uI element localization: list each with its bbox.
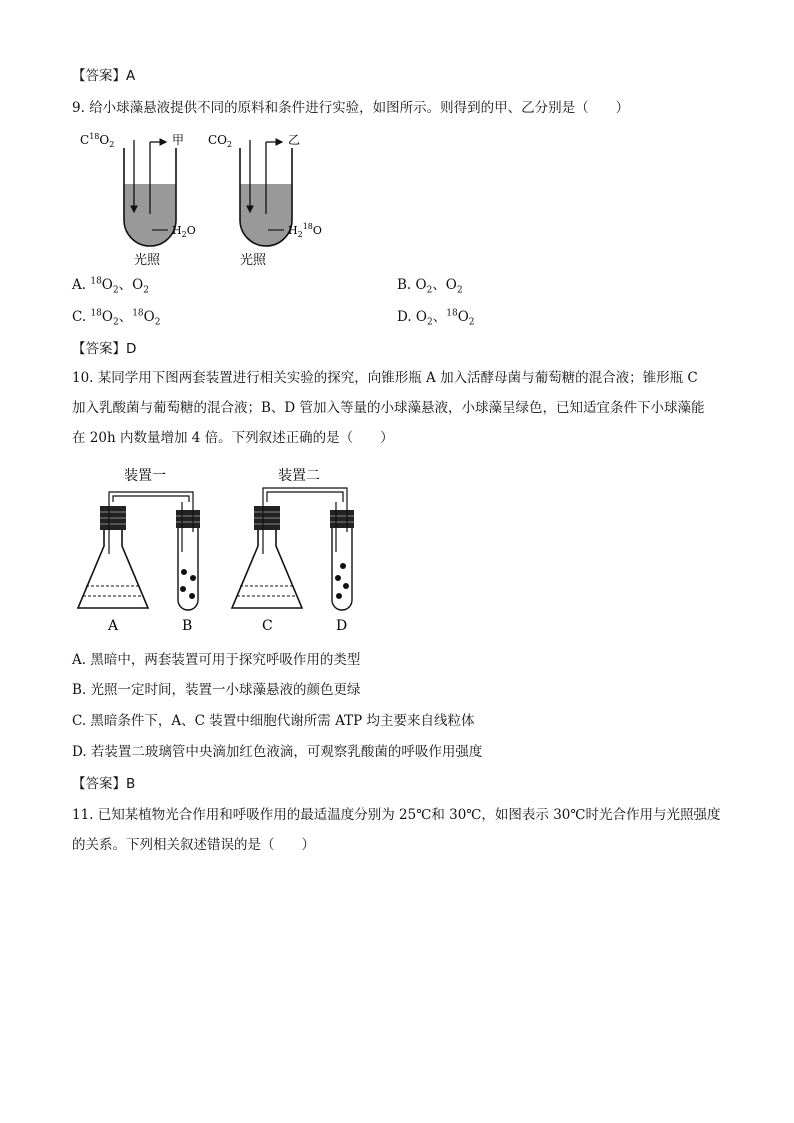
question-10-stem-line1: 10. 某同学用下图两套装置进行相关实验的探究，向锥形瓶 A 加入活酵母菌与葡萄糖的混合液；锥形瓶 C [72,370,698,386]
left-output-label: 甲 [172,133,185,147]
q10-option-a: A. 黑暗中，两套装置可用于探究呼吸作用的类型 [72,652,361,668]
answer-value: D [126,341,137,357]
setup-two-label: 装置二 [278,468,320,484]
q10-option-d: D. 若装置二玻璃管中央滴加红色液滴，可观察乳酸菌的呼吸作用强度 [72,744,483,760]
question-11-stem-line1: 11. 已知某植物光合作用和呼吸作用的最适温度分别为 25℃和 30℃，如图表示 30℃时光合作用与光照强度 [72,807,721,823]
label-c: C [262,618,273,634]
question-10-stem-line2: 加入乳酸菌与葡萄糖的混合液；B、D 管加入等量的小球藻悬液，小球藻呈绿色，已知适宜条件下小球藻能 [72,400,705,416]
flask-a [78,502,148,608]
tube-b [176,502,200,610]
left-input-label: $C^{18}O_2$ [80,132,115,149]
answer-label: 【答案】 [72,68,126,84]
tube-left [80,140,176,246]
flask-c [232,502,302,608]
q9-option-c: C. $^{18}O_2$、$^{18}O_2$ [72,308,161,328]
label-a: A [108,618,119,634]
answer-line-q9 [72,339,136,359]
answer-value: B [126,776,136,792]
right-output-label: 乙 [288,133,301,147]
question-10-figure [72,462,392,638]
q9-option-a: A. $^{18}O_2$、$O_2$ [72,276,149,296]
tube-right [240,140,292,246]
label-b: B [182,618,193,634]
answer-line-q8 [72,66,135,86]
right-caption: 光照 [240,253,267,268]
question-9-stem: 9. 给小球藻悬液提供不同的原料和条件进行实验，如图所示。则得到的甲、乙分别是（ ） [72,100,630,116]
answer-line-q10 [72,774,135,794]
answer-label: 【答案】 [72,341,126,357]
left-caption: 光照 [134,253,161,268]
tube-d [330,502,354,610]
question-9-figure [72,124,352,272]
question-11-stem-line2: 的关系。下列相关叙述错误的是（ ） [72,837,315,853]
label-d: D [336,618,348,634]
answer-label: 【答案】 [72,776,126,792]
q10-option-c: C. 黑暗条件下，A、C 装置中细胞代谢所需 ATP 均主要来自线粒体 [72,713,475,729]
question-10-stem-line3: 在 20h 内数量增加 4 倍。下列叙述正确的是（ ） [72,430,394,446]
answer-value: A [126,68,136,84]
q9-option-b: B. $O_2$、$O_2$ [397,277,463,296]
right-input-label: $CO_2$ [208,133,233,149]
left-water-label: $H_2O$ [172,224,196,239]
right-water-label: $H_2^{18}O$ [288,222,322,239]
q9-option-d: D. $O_2$、$^{18}O_2$ [397,308,475,328]
setup-one-label: 装置一 [124,468,166,484]
q10-option-b: B. 光照一定时间，装置一小球藻悬液的颜色更绿 [72,682,361,698]
